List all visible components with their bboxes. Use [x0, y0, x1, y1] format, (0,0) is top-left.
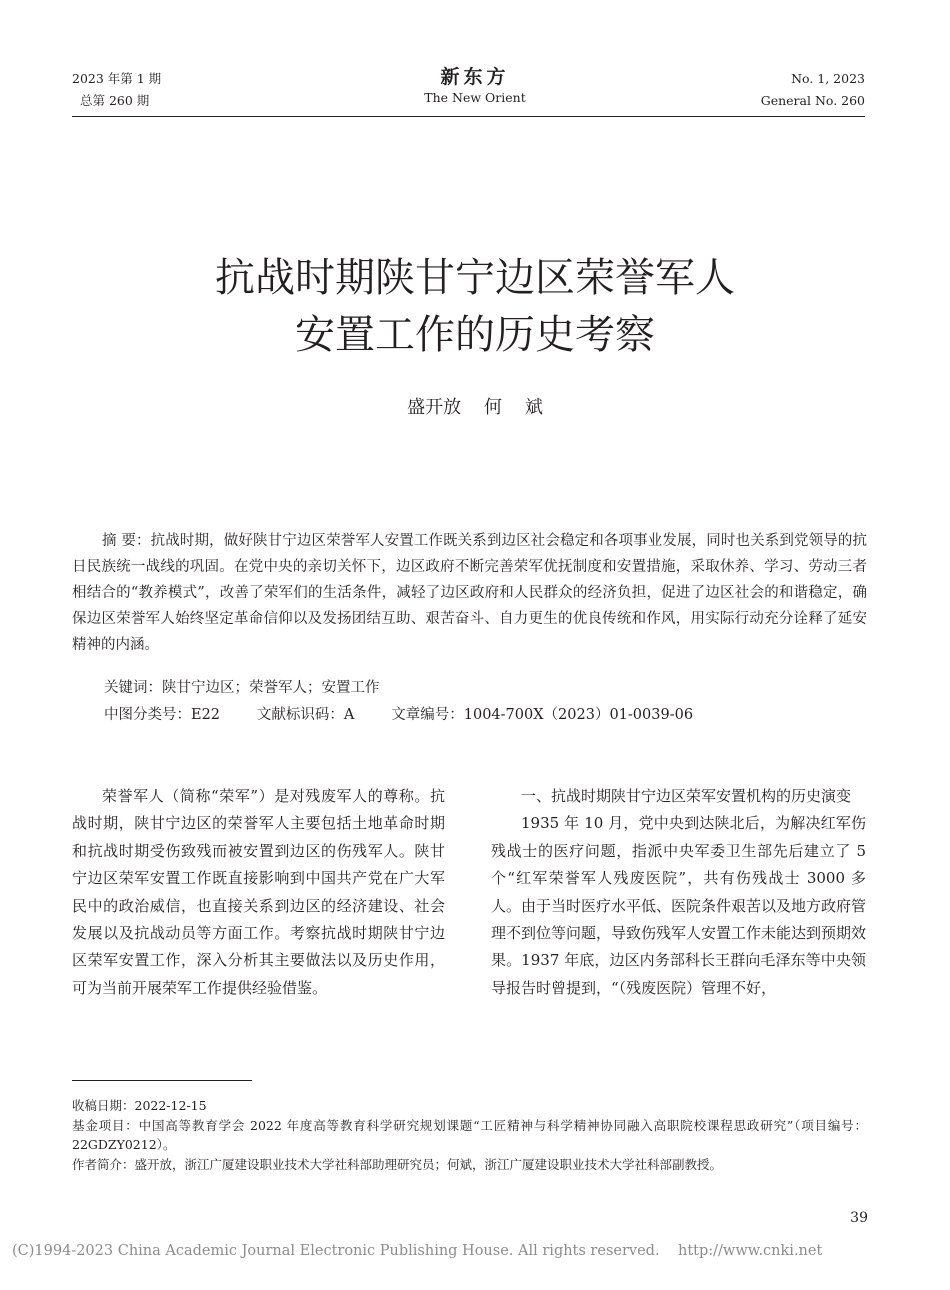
- intro-paragraph: 荣誉军人（简称“荣军”）是对残废军人的尊称。抗战时期，陕甘宁边区的荣誉军人主要包括土地革命时期和抗战时期受伤致残而被安置到边区的伤残军人。陕甘宁边区荣军安置工作既直接影响到中国共产党在广大军民中的政治威信，也直接关系到边区的经济建设、社会发展以及抗战动员等方面工作。考察抗战时期陕甘宁边区荣军安置工作，深入分析其主要做法以及历史作用，可为当前开展荣军工作提供经验借鉴。: [72, 787, 445, 997]
- received-date: 收稿日期：2022-12-15: [72, 1098, 207, 1113]
- copyright-watermark: (C)1994-2023 China Academic Journal Electronic Publishing House. All rights reserved. http://www.cnki.net: [12, 1243, 823, 1259]
- abstract: [72, 528, 867, 658]
- journal-logo: 新东方: [440, 66, 510, 88]
- total-issue-number: 总第 260 期: [80, 93, 150, 108]
- issue-number-english: No. 1, 2023: [791, 71, 865, 86]
- classification-codes: 中图分类号：E22 文献标识码：A 文章编号：1004-700X（2023）01-0039-06: [104, 707, 694, 723]
- title-line-1: 抗战时期陕甘宁边区荣誉军人: [215, 255, 735, 301]
- body-left-column: [72, 783, 445, 1002]
- issue-number: 2023 年第 1 期: [72, 71, 162, 86]
- body-right-column: [491, 783, 866, 1002]
- section-paragraph: 1935 年 10 月，党中央到达陕北后，为解决红军伤残战士的医疗问题，指派中央军委卫生部先后建立了 5 个“红军荣誉军人残废医院”，共有伤残战士 3000 多人。由于当时医疗水平低、医院条件艰苦以及地方政府管理不到位等问题，导致伤残军人安置工作未能达到预期效果。1937 年底，边区内务部科长王群向毛泽东等中央领导报告时曾提到，“（残废医院）管理不好，: [491, 814, 867, 997]
- article-title: [0, 250, 950, 364]
- keywords: 关键词：陕甘宁边区；荣誉军人；安置工作: [104, 680, 380, 696]
- authors: 盛开放 何 斌: [407, 397, 543, 418]
- journal-issue-info-english: [761, 68, 865, 112]
- section-heading: 一、抗战时期陕甘宁边区荣军安置机构的历史演变: [521, 787, 852, 805]
- abstract-text: 摘 要：抗战时期，做好陕甘宁边区荣誉军人安置工作既关系到边区社会稳定和各项事业发展，同时也关系到党领导的抗日民族统一战线的巩固。在党中央的亲切关怀下，边区政府不断完善荣军优抚制度和安置措施，采取休养、学习、劳动三者相结合的“教养模式”，改善了荣军们的生活条件，减轻了边区政府和人民群众的经济负担，促进了边区社会的和谐稳定，确保边区荣誉军人始终坚定革命信仰以及发扬团结互助、艰苦奋斗、自力更生的优良传统和作风，用实际行动充分诠释了延安精神的内涵。: [72, 533, 867, 653]
- fund-project: 基金项目：中国高等教育学会 2022 年度高等教育科学研究规划课题“工匠精神与科学精神协同融入高职院校课程思政研究”（项目编号：22GDZY0212）。: [72, 1117, 867, 1152]
- author-bio: 作者简介：盛开放，浙江广厦建设职业技术大学社科部助理研究员；何斌，浙江广厦建设职业技术大学社科部副教授。: [72, 1156, 723, 1172]
- page-number: 39: [850, 1210, 868, 1226]
- journal-name-english: The New Orient: [424, 90, 526, 105]
- footnote-rule: [72, 1080, 252, 1081]
- general-number-english: General No. 260: [760, 93, 865, 108]
- footnotes: [72, 1096, 867, 1174]
- title-line-2: 安置工作的历史考察: [295, 312, 655, 358]
- header-rule: [72, 116, 865, 117]
